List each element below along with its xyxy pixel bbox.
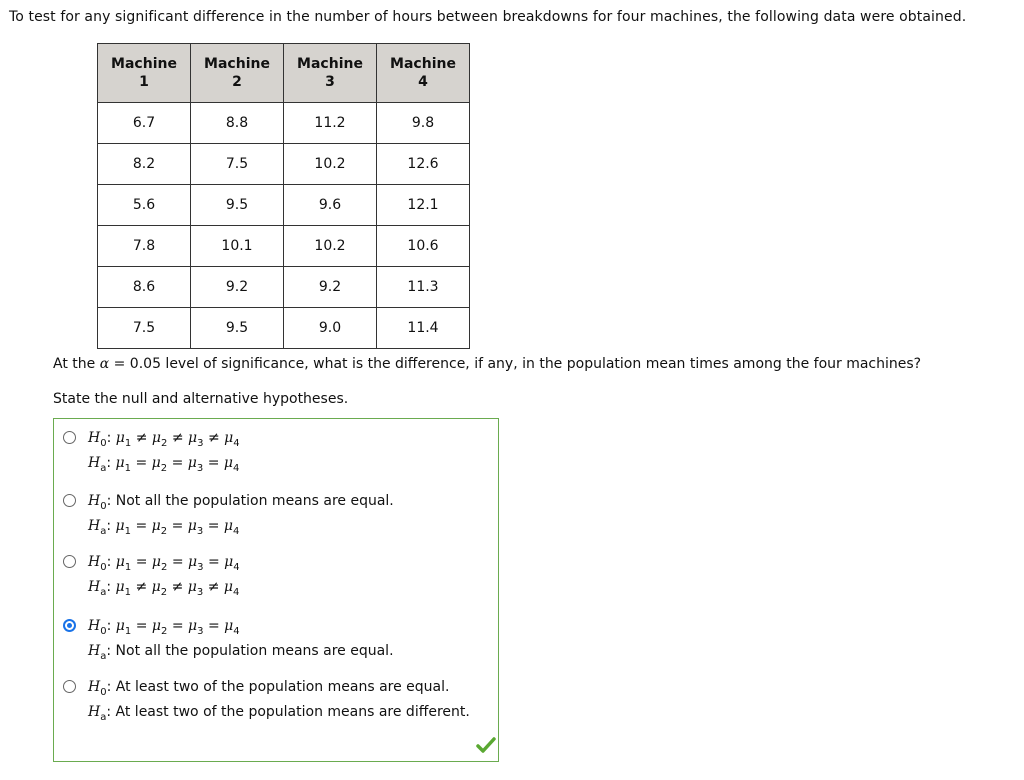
intro-text: To test for any significant difference in the number of hours between breakdowns for four machines, the following data were obtained. bbox=[9, 9, 967, 25]
table-cell: 5.6 bbox=[98, 185, 191, 226]
table-row bbox=[98, 144, 470, 185]
question-text: At the α = 0.05 level of significance, what is the difference, if any, in the population mean times among the four machines? bbox=[53, 356, 922, 372]
alt-hypothesis-2: $H_a$: $\mu_1 = \mu_2 = \mu_3 = \mu_4$ bbox=[88, 518, 240, 537]
null-hypothesis-2: $H_0$: Not all the population means are equal. bbox=[88, 493, 394, 512]
table-row bbox=[98, 267, 470, 308]
radio-option-5[interactable] bbox=[63, 680, 76, 693]
table-cell: 8.8 bbox=[191, 103, 284, 144]
data-table bbox=[97, 43, 470, 349]
alt-hypothesis-1: $H_a$: $\mu_1 = \mu_2 = \mu_3 = \mu_4$ bbox=[88, 455, 240, 474]
column-header-machine-3: Machine 3 bbox=[284, 44, 377, 103]
table-cell: 9.5 bbox=[191, 308, 284, 349]
table-cell: 12.6 bbox=[377, 144, 470, 185]
table-cell: 7.5 bbox=[191, 144, 284, 185]
table-cell: 8.6 bbox=[98, 267, 191, 308]
alpha-symbol: α bbox=[99, 356, 110, 372]
column-header-machine-1: Machine 1 bbox=[98, 44, 191, 103]
table-cell: 9.5 bbox=[191, 185, 284, 226]
table-cell: 9.8 bbox=[377, 103, 470, 144]
radio-option-2[interactable] bbox=[63, 494, 76, 507]
table-cell: 10.2 bbox=[284, 144, 377, 185]
table-row bbox=[98, 185, 470, 226]
table-cell: 9.6 bbox=[284, 185, 377, 226]
table-cell: 10.2 bbox=[284, 226, 377, 267]
table-row bbox=[98, 103, 470, 144]
null-hypothesis-1: $H_0$: $\mu_1 \ne \mu_2 \ne \mu_3 \ne \mu_4$ bbox=[88, 430, 240, 449]
table-cell: 9.0 bbox=[284, 308, 377, 349]
table-cell: 9.2 bbox=[284, 267, 377, 308]
table-cell: 9.2 bbox=[191, 267, 284, 308]
table-cell: 11.4 bbox=[377, 308, 470, 349]
radio-option-4-selected[interactable] bbox=[63, 619, 76, 632]
answer-choices bbox=[53, 418, 499, 762]
column-header-machine-4: Machine 4 bbox=[377, 44, 470, 103]
table-cell: 11.3 bbox=[377, 267, 470, 308]
table-cell: 7.8 bbox=[98, 226, 191, 267]
checkmark-icon bbox=[476, 737, 496, 753]
column-header-machine-2: Machine 2 bbox=[191, 44, 284, 103]
prompt-text: State the null and alternative hypotheses. bbox=[53, 391, 349, 407]
radio-option-1[interactable] bbox=[63, 431, 76, 444]
table-cell: 11.2 bbox=[284, 103, 377, 144]
null-hypothesis-4: $H_0$: $\mu_1 = \mu_2 = \mu_3 = \mu_4$ bbox=[88, 618, 240, 637]
table-cell: 12.1 bbox=[377, 185, 470, 226]
alt-hypothesis-3: $H_a$: $\mu_1 \ne \mu_2 \ne \mu_3 \ne \mu_4$ bbox=[88, 579, 240, 598]
null-hypothesis-3: $H_0$: $\mu_1 = \mu_2 = \mu_3 = \mu_4$ bbox=[88, 554, 240, 573]
table-cell: 10.6 bbox=[377, 226, 470, 267]
table-row bbox=[98, 226, 470, 267]
alt-hypothesis-4: $H_a$: Not all the population means are equal. bbox=[88, 643, 394, 662]
table-cell: 10.1 bbox=[191, 226, 284, 267]
table-cell: 7.5 bbox=[98, 308, 191, 349]
radio-option-3[interactable] bbox=[63, 555, 76, 568]
null-hypothesis-5: $H_0$: At least two of the population means are equal. bbox=[88, 679, 450, 698]
table-cell: 8.2 bbox=[98, 144, 191, 185]
table-row bbox=[98, 308, 470, 349]
alt-hypothesis-5: $H_a$: At least two of the population means are different. bbox=[88, 704, 470, 723]
table-header-row bbox=[98, 44, 470, 103]
table-cell: 6.7 bbox=[98, 103, 191, 144]
